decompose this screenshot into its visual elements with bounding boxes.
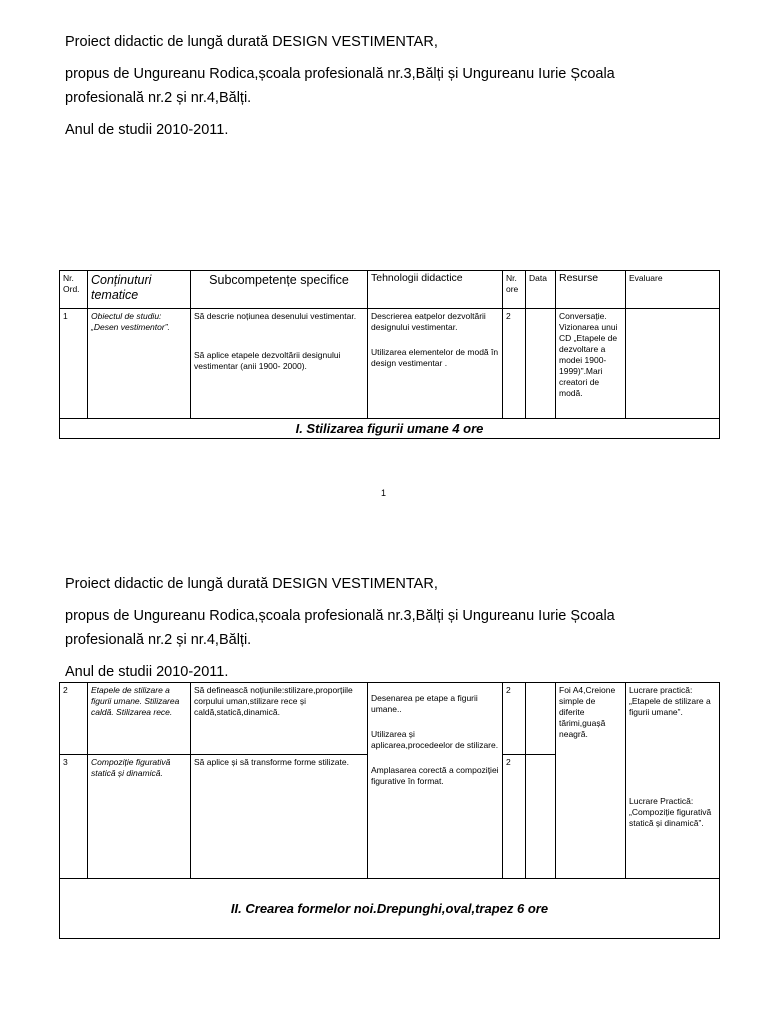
- header-date: Data: [526, 271, 556, 309]
- subcompetence-a: Să descrie noțiunea desenului vestimentar.: [194, 311, 357, 321]
- row-content: Etapele de stilizare a figurii umane. Stilizarea caldă. Stilizarea rece.: [88, 683, 191, 755]
- row-evaluation: [626, 309, 720, 419]
- row-resources: Conversație. Vizionarea unui CD „Etapele de dezvoltare a modei 1900-1999)”.Mari creatori de modă.: [556, 309, 626, 419]
- header-technologies: Tehnologii didactice: [368, 271, 503, 309]
- table-row: [60, 683, 720, 755]
- evaluation-a: Lucrare practică: „Etapele de stilizare a figurii umane”.: [629, 685, 711, 717]
- study-year: Anul de studii 2010-2011.: [65, 122, 229, 138]
- row-nr: 2: [60, 683, 88, 755]
- document-title: Proiect didactic de lungă durată DESIGN VESTIMENTAR,: [65, 576, 438, 592]
- row-hours: 2: [503, 309, 526, 419]
- table-row: [60, 309, 720, 419]
- row-nr: 1: [60, 309, 88, 419]
- author-line-1: propus de Ungureanu Rodica,școala profesională nr.3,Bălți și Ungureanu Iurie Școala: [65, 608, 615, 624]
- row-nr: 3: [60, 755, 88, 879]
- author-line-2: profesională nr.2 și nr.4,Bălți.: [65, 632, 252, 648]
- document-title: Proiect didactic de lungă durată DESIGN VESTIMENTAR,: [65, 34, 438, 50]
- row-subcompetences: Să definească noțiunile:stilizare,proporțiile corpului uman,stilizare rece și caldă,statică,dinamică.: [191, 683, 368, 755]
- author-line-1: propus de Ungureanu Rodica,școala profesională nr.3,Bălți și Ungureanu Iurie Școala: [65, 66, 615, 82]
- page-number: 1: [381, 488, 387, 498]
- row-date: [526, 683, 556, 755]
- module-banner: II. Crearea formelor noi.Drepunghi,oval,trapez 6 ore: [60, 879, 720, 939]
- module-banner-row: [60, 879, 720, 939]
- header-evaluation: Evaluare: [626, 271, 720, 309]
- row-content: Obiectul de studiu: „Desen vestimentor”.: [88, 309, 191, 419]
- row-date: [526, 309, 556, 419]
- technology-b: Utilizarea și aplicarea,procedeelor de stilizare.: [371, 729, 499, 750]
- row-hours: 2: [503, 683, 526, 755]
- header-hours: Nr. ore: [503, 271, 526, 309]
- header-resources: Resurse: [556, 271, 626, 309]
- technology-b: Utilizarea elementelor de modă în design vestimentar .: [371, 347, 499, 368]
- row-evaluation: [626, 683, 720, 879]
- row-subcompetences: Să aplice și să transforme forme stilizate.: [191, 755, 368, 879]
- row-date: [526, 755, 556, 879]
- header-subcompetences: Subcompetențe specifice: [191, 271, 368, 309]
- row-subcompetences: [191, 309, 368, 419]
- header-nr: Nr. Ord.: [60, 271, 88, 309]
- row-content: Compoziție figurativă statică și dinamică.: [88, 755, 191, 879]
- technology-a: Desenarea pe etape a figurii umane..: [371, 693, 478, 714]
- row-technologies: [368, 309, 503, 419]
- header-content: Conținuturi tematice: [88, 271, 191, 309]
- module-banner-row: [60, 419, 720, 439]
- row-resources: Foi A4,Creione simple de diferite tărimi,guașă neagră.: [556, 683, 626, 879]
- evaluation-b: Lucrare Practică: „Compoziție figurativă statică și dinamică”.: [629, 796, 712, 828]
- module-banner: I. Stilizarea figurii umane 4 ore: [60, 419, 720, 439]
- plan-table-1: [59, 270, 720, 439]
- row-hours: 2: [503, 755, 526, 879]
- technology-a: Descrierea eatpelor dezvoltării designului vestimentar.: [371, 311, 486, 332]
- subcompetence-b: Să aplice etapele dezvoltării designului vestimentar (anii 1900- 2000).: [194, 350, 341, 371]
- technology-c: Amplasarea corectă a compoziției figurative în format.: [371, 765, 499, 786]
- plan-table-2: [59, 682, 720, 939]
- author-line-2: profesională nr.2 și nr.4,Bălți.: [65, 90, 252, 106]
- row-technologies: [368, 683, 503, 879]
- table-header-row: [60, 271, 720, 309]
- study-year: Anul de studii 2010-2011.: [65, 664, 229, 680]
